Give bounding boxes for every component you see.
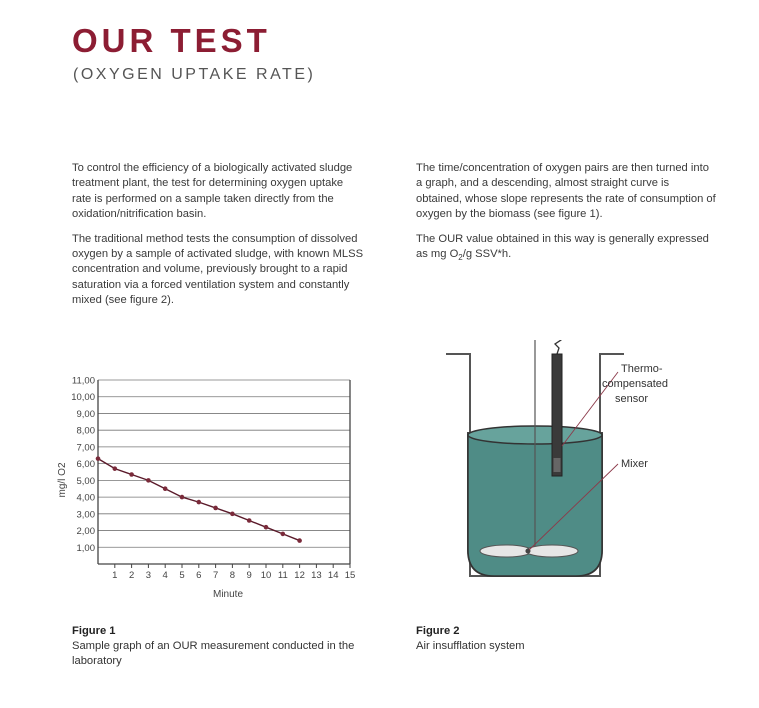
x-tick-label: 5	[179, 570, 185, 581]
sensor-tip	[554, 458, 561, 472]
intro-paragraph: To control the efficiency of a biologically activated sludge treatment plant, the test for determining oxygen uptake rate is performed on a sample taken directly from the oxidation/nitrification basin.	[72, 162, 353, 221]
data-point	[96, 456, 101, 461]
x-tick-label: 15	[344, 570, 356, 581]
sensor-cable	[555, 340, 572, 354]
mixer-blade-right	[526, 545, 578, 557]
sensor-label-line1: Thermo-	[621, 363, 663, 375]
our-value-text: The OUR value obtained in this way is generally expressed as mg O	[416, 232, 709, 261]
data-point	[247, 518, 252, 523]
data-point	[230, 512, 235, 517]
y-tick-label: 2,00	[76, 526, 95, 538]
graph-paragraph: The time/concentration of oxygen pairs are then turned into a graph, and a descending, almost straight curve is obtained, whose slope represents the rate of consumption of oxygen by the biomass (see figure 1).	[416, 162, 716, 221]
x-tick-label: 11	[277, 570, 288, 581]
data-point	[113, 466, 118, 471]
figure2-caption-text: Air insufflation system	[416, 640, 525, 652]
y-tick-label: 1,00	[76, 542, 95, 554]
data-point	[213, 506, 218, 511]
x-tick-label: 12	[294, 570, 305, 581]
x-tick-label: 3	[145, 570, 152, 581]
figure2-diagram	[430, 340, 730, 590]
data-point	[281, 532, 286, 537]
series-line	[98, 459, 300, 541]
left-text-column	[72, 161, 364, 318]
y-tick-label: 11,00	[71, 375, 95, 387]
x-tick-label: 7	[212, 570, 219, 581]
method-paragraph: The traditional method tests the consumption of dissolved oxygen by a sample of activated sludge, with known MLSS concentration and volume, previously brought to a rapid saturation via a forced ventilation system and constantly mixed (see figure 2).	[72, 232, 364, 307]
data-point	[146, 478, 151, 483]
y-tick-label: 9,00	[76, 408, 95, 420]
figure2-caption-title: Figure 2	[416, 625, 460, 637]
data-point	[180, 495, 185, 500]
mixer-label: Mixer	[621, 458, 648, 470]
sensor-label-line3: sensor	[615, 393, 649, 405]
x-tick-label: 2	[128, 570, 135, 581]
oxygen-uptake-chart	[54, 370, 364, 600]
y-tick-label: 5,00	[76, 475, 95, 487]
data-point	[129, 472, 134, 477]
x-tick-label: 4	[162, 570, 168, 581]
y-tick-label: 3,00	[76, 509, 95, 521]
x-tick-label: 10	[260, 570, 272, 581]
y-tick-label: 7,00	[76, 442, 95, 454]
page-subtitle: (OXYGEN UPTAKE RATE)	[73, 66, 316, 83]
y-tick-label: 4,00	[76, 492, 95, 504]
page-title: OUR TEST	[72, 22, 271, 59]
figure1-caption	[72, 624, 362, 669]
figure1-chart	[54, 370, 364, 600]
figure1-caption-title: Figure 1	[72, 625, 116, 637]
data-point	[197, 500, 202, 505]
x-tick-label: 14	[327, 570, 339, 581]
figure2-caption	[416, 624, 676, 654]
x-tick-label: 1	[112, 570, 118, 581]
our-value-paragraph	[416, 232, 716, 266]
y-tick-label: 10,00	[71, 392, 95, 404]
data-point	[264, 525, 269, 530]
sensor-probe	[552, 354, 562, 476]
x-tick-label: 9	[246, 570, 252, 581]
our-value-text-end: /g SSV*h.	[462, 248, 512, 261]
data-point	[163, 486, 168, 491]
figure1-caption-text: Sample graph of an OUR measurement conducted in the laboratory	[72, 640, 355, 667]
x-tick-label: 13	[311, 570, 322, 581]
y-tick-label: 8,00	[76, 425, 95, 437]
mixer-blade-left	[480, 545, 532, 557]
x-tick-label: 6	[196, 570, 202, 581]
y-axis-label: mg/l O2	[57, 462, 68, 498]
x-tick-label: 8	[229, 570, 236, 581]
sensor-label-line2: compensated	[602, 378, 669, 390]
x-axis-label: Minute	[212, 589, 244, 600]
our-value-subscript: 2	[458, 253, 463, 263]
y-tick-label: 6,00	[76, 459, 95, 471]
data-point	[297, 538, 302, 543]
air-insufflation-diagram	[430, 340, 730, 590]
right-text-column	[416, 161, 716, 275]
